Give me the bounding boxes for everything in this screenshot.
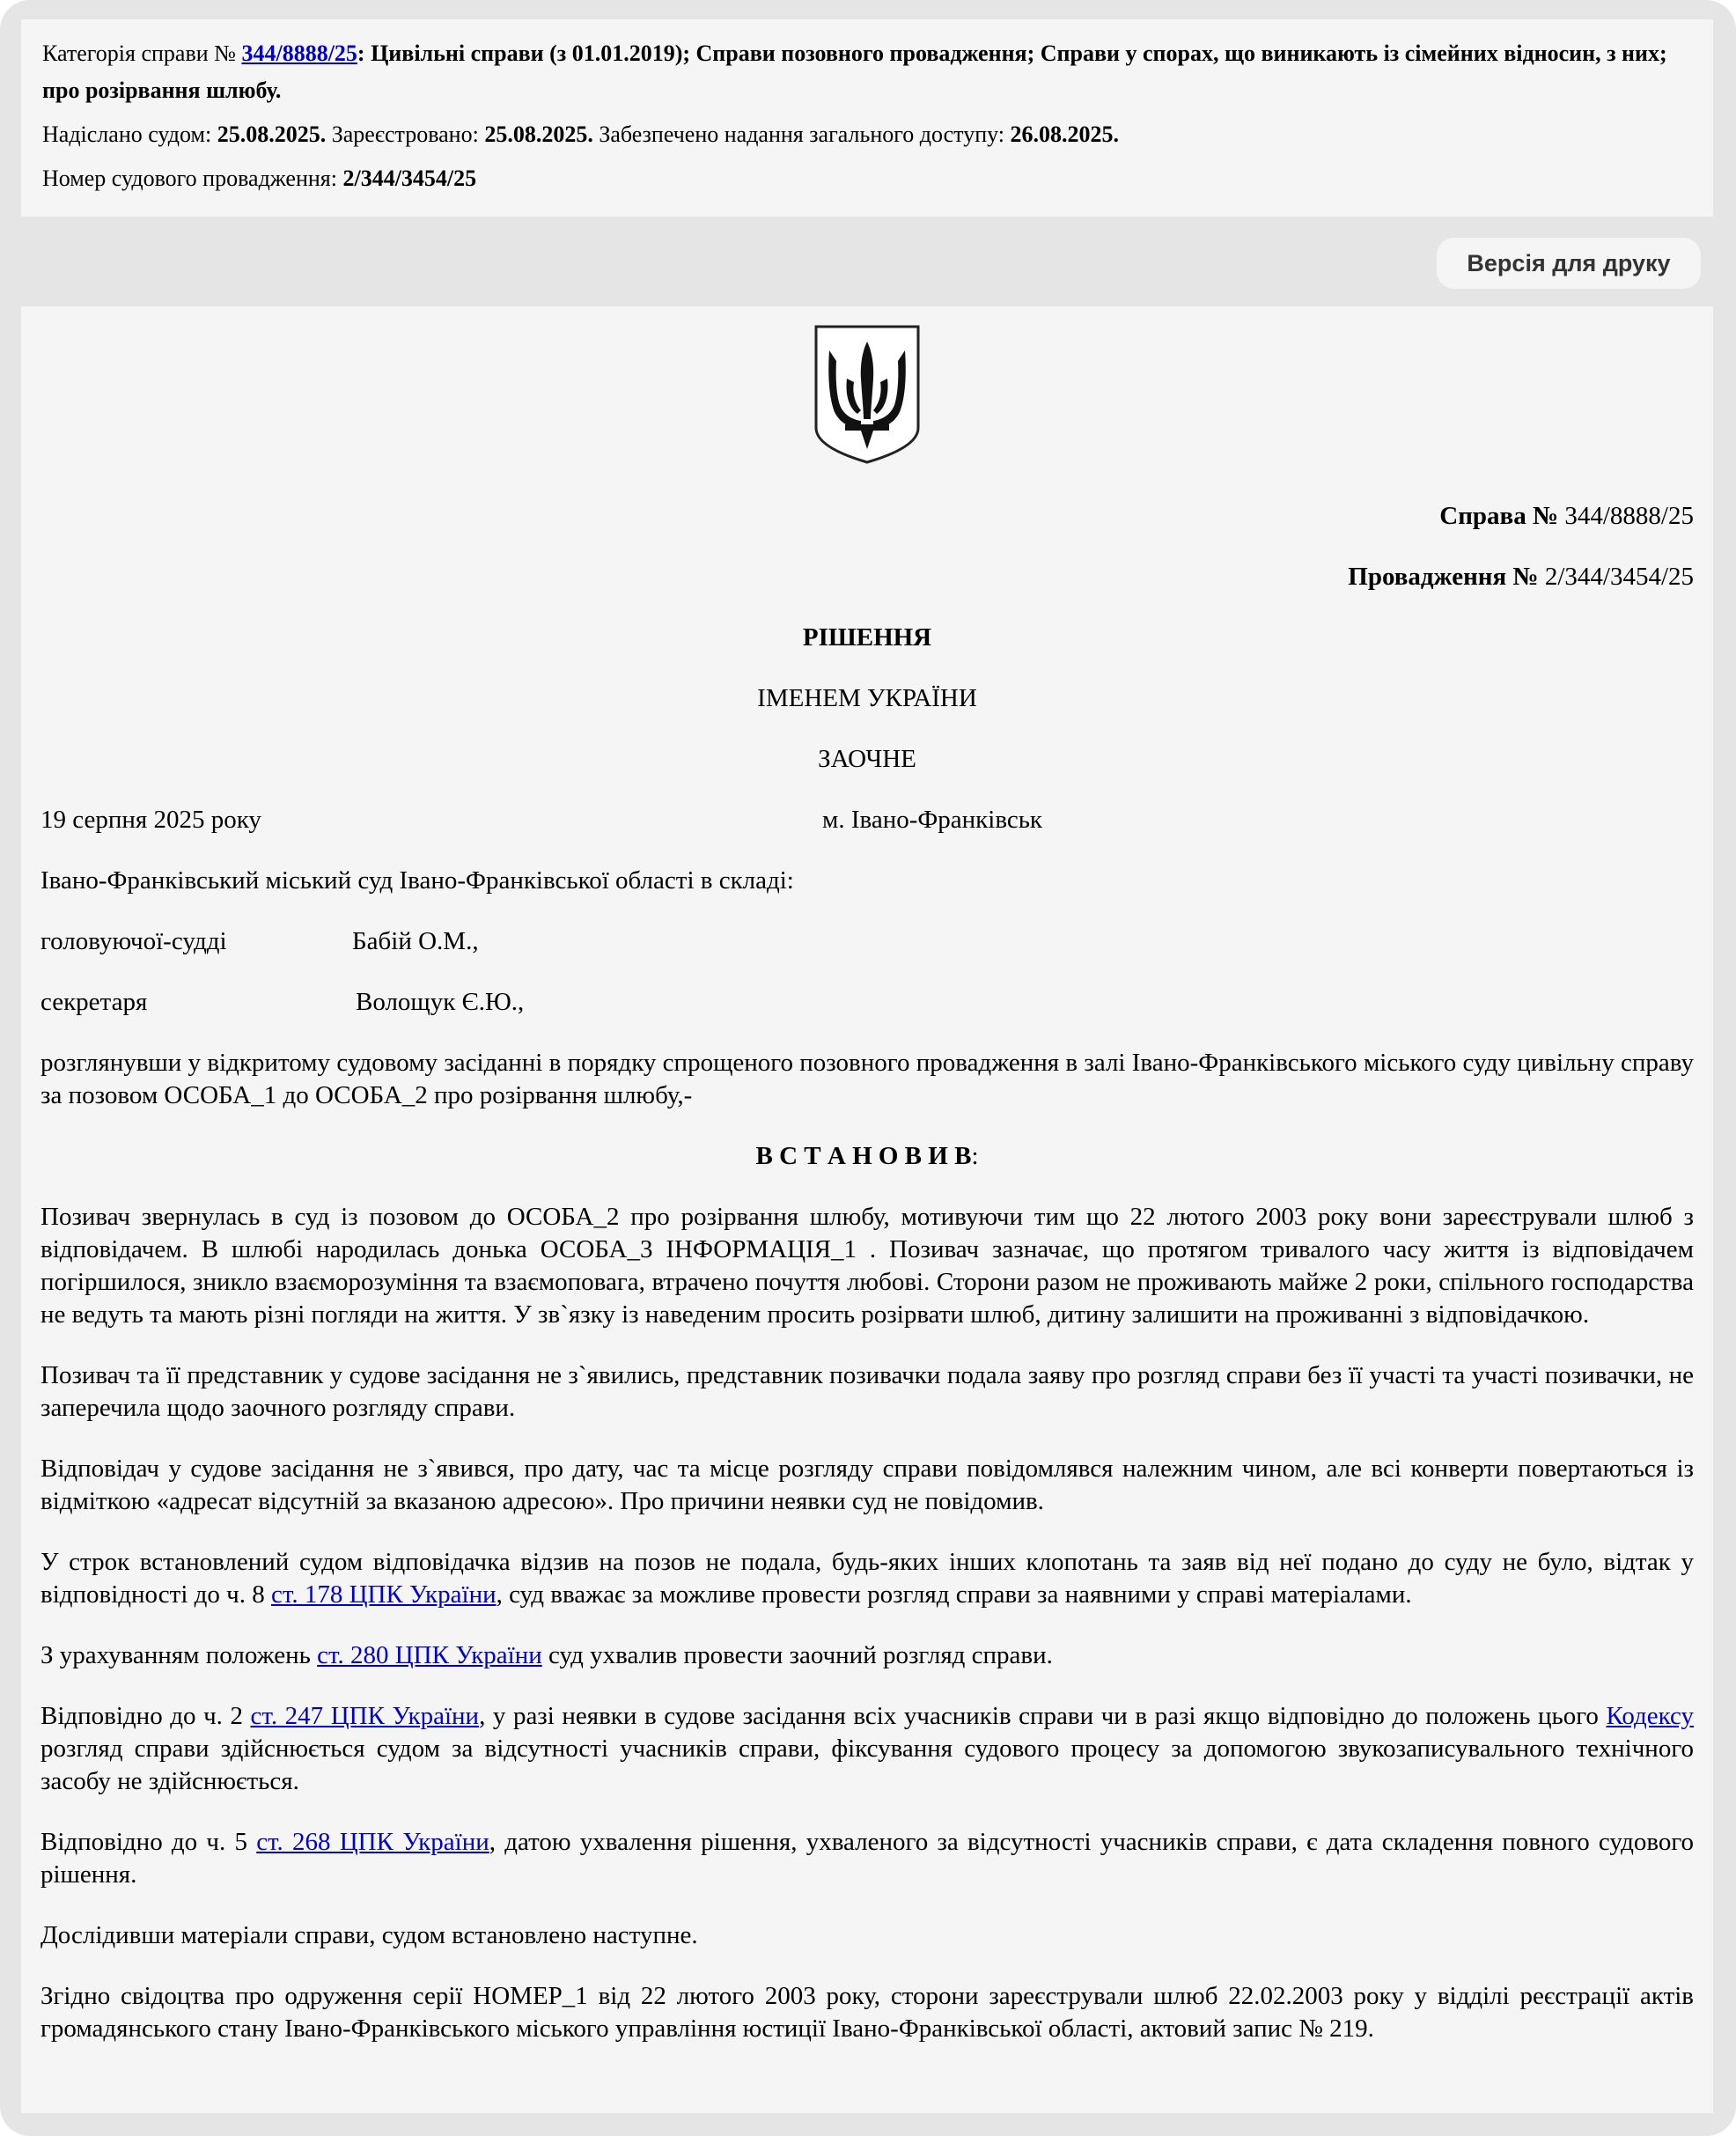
category-label: Категорія справи № (42, 41, 242, 66)
access-date: 26.08.2025. (1010, 122, 1119, 147)
case-category-line (42, 35, 1692, 109)
article-247-link[interactable]: ст. 247 ЦПК України (250, 1702, 480, 1730)
dates-line (42, 116, 1692, 153)
para7-text-b: , датою ухвалення рішення, ухваленого за відсутності учасників справи, є дата складення повного судового рішення. (40, 1828, 1694, 1889)
paragraph-no-response (40, 1546, 1694, 1611)
access-label: Забезпечено надання загального доступу: (592, 122, 1011, 147)
para6-text-a: Відповідно до ч. 2 (40, 1702, 251, 1730)
paragraph-examined: Дослідивши матеріали справи, судом встановлено наступне. (40, 1921, 698, 1949)
decision-date: 19 серпня 2025 року (40, 806, 261, 834)
toolbar (21, 217, 1713, 305)
para5-text-a: З урахуванням положень (40, 1641, 318, 1669)
print-version-button[interactable]: Версія для друку (1437, 238, 1701, 289)
code-link[interactable]: Кодексу (1606, 1702, 1694, 1730)
trident-icon (813, 324, 921, 465)
registered-date: 25.08.2025. (484, 122, 593, 147)
registered-label: Зареєстровано: (326, 122, 485, 147)
article-280-link[interactable]: ст. 280 ЦПК України (317, 1641, 542, 1669)
case-number-link[interactable]: 344/8888/25 (241, 41, 357, 66)
paragraph-claim: Позивач звернулась в суд із позовом до ОСОБА_2 про розірвання шлюбу, мотивуючи тим що 22 лютого 2003 року вони зареєстрували шлюб з відповідачем. В шлюбі народилась донька ОСОБА_3 ІНФОРМАЦІЯ_1 . Позивач зазначає, що протягом тривалого часу життя із відповідачем погіршилося, зникло взаєморозуміння та взаємоповага, втрачено почуття любові. Сторони разом не проживають майже 2 роки, спільного господарства не ведуть та мають різні погляди на життя. У зв`язку із наведеним просить розірвати шлюб, дитину залишити на проживанні з відповідачкою. (40, 1203, 1694, 1329)
proceeding-number: 2/344/3454/25 (342, 166, 477, 191)
court-composition: Івано-Франківський міський суд Івано-Франківської області в складі: (40, 866, 794, 895)
sent-date: 25.08.2025. (217, 122, 327, 147)
date-city-line (40, 804, 1694, 836)
para6-text-c: розгляд справи здійснюється судом за відсутності учасників справи, фіксування судового процесу за допомогою звукозаписувального технічного засобу не здійснюється. (40, 1735, 1694, 1795)
secretary-line (40, 986, 1694, 1019)
case-number: 344/8888/25 (1564, 502, 1694, 530)
para7-text-a: Відповідно до ч. 5 (40, 1828, 257, 1856)
decision-type: ЗАОЧНЕ (818, 745, 916, 773)
intro-paragraph: розглянувши у відкритому судовому засіданні в порядку спрощеного позовного провадження в залі Івано-Франківського міського суду цивільну справу за позовом ОСОБА_1 до ОСОБА_2 про розірвання шлюбу,- (40, 1049, 1694, 1109)
article-178-link[interactable]: ст. 178 ЦПК України (270, 1580, 497, 1609)
established-heading (40, 1140, 1694, 1173)
paragraph-recording (40, 1700, 1694, 1798)
para4-text-b: , суд вважає за можливе провести розгляд справи за наявними у справі матеріалами. (496, 1580, 1412, 1609)
proceeding-line (42, 160, 1692, 197)
case-label: Справа № (1439, 502, 1565, 530)
paragraph-defendant-absence: Відповідач у судове засідання не з`явився, про дату, час та місце розгляду справи повідомлявся належним чином, але всі конверти повертаються із відміткою «адресат відсутній за вказаною адресою». Про причини неявки суд не повідомив. (40, 1455, 1694, 1515)
judge-name: Бабій О.М., (352, 927, 479, 955)
proceeding-label: Номер судового провадження: (42, 166, 343, 191)
paragraph-marriage-certificate: Згідно свідоцтва про одруження серії НОМЕР_1 від 22 лютого 2003 року, сторони зареєстрували шлюб 22.02.2003 року у відділі реєстрації актів громадянського стану Івано-Франківського міського управління юстиції Івано-Франківської області, актовий запис № 219. (40, 1982, 1694, 2043)
paragraph-in-absentia (40, 1639, 1694, 1672)
category-text: : Цивільні справи (з 01.01.2019); Справи позовного провадження; Справи у спорах, що виникають із сімейних відносин, з них; про розірвання шлюбу. (42, 41, 1667, 103)
judge-label: головуючої-судді (40, 927, 227, 955)
secretary-name: Волощук Є.Ю., (356, 988, 525, 1016)
decision-title: РІШЕННЯ (802, 623, 932, 652)
proceeding-number-line (40, 561, 1694, 593)
established-colon: : (971, 1142, 979, 1170)
case-info-header (21, 19, 1713, 217)
secretary-label: секретаря (40, 988, 148, 1016)
paragraph-plaintiff-absence: Позивач та її представник у судове засідання не з`явились, представник позивачки подала заяву про розгляд справи без її участі та участі позивачки, не заперечила щодо заочного розгляду справи. (40, 1361, 1694, 1422)
decision-city: м. Івано-Франківськ (822, 806, 1043, 834)
judge-line (40, 925, 1694, 958)
case-number-line (40, 500, 1694, 533)
established-text: В С Т А Н О В И В (755, 1142, 972, 1170)
paragraph-decision-date (40, 1826, 1694, 1891)
para5-text-b: суд ухвалив провести заочний розгляд справи. (541, 1641, 1053, 1669)
doc-proceeding-number: 2/344/3454/25 (1544, 563, 1694, 591)
doc-proceeding-label: Провадження № (1348, 563, 1545, 591)
decision-document (21, 306, 1713, 2113)
decision-subtitle: ІМЕНЕМ УКРАЇНИ (757, 684, 977, 712)
article-268-link[interactable]: ст. 268 ЦПК України (256, 1828, 489, 1856)
para6-text-b: , у разі неявки в судове засідання всіх учасників справи чи в разі якщо відповідно до положень цього (479, 1702, 1607, 1730)
para4-text-a: У строк встановлений судом відповідачка відзив на позов не подала, будь-яких інших клопотань та заяв від неї подано до суду не було, відтак у відповідності до ч. 8 (40, 1548, 1694, 1609)
coat-of-arms-emblem (40, 324, 1694, 467)
sent-label: Надіслано судом: (42, 122, 217, 147)
